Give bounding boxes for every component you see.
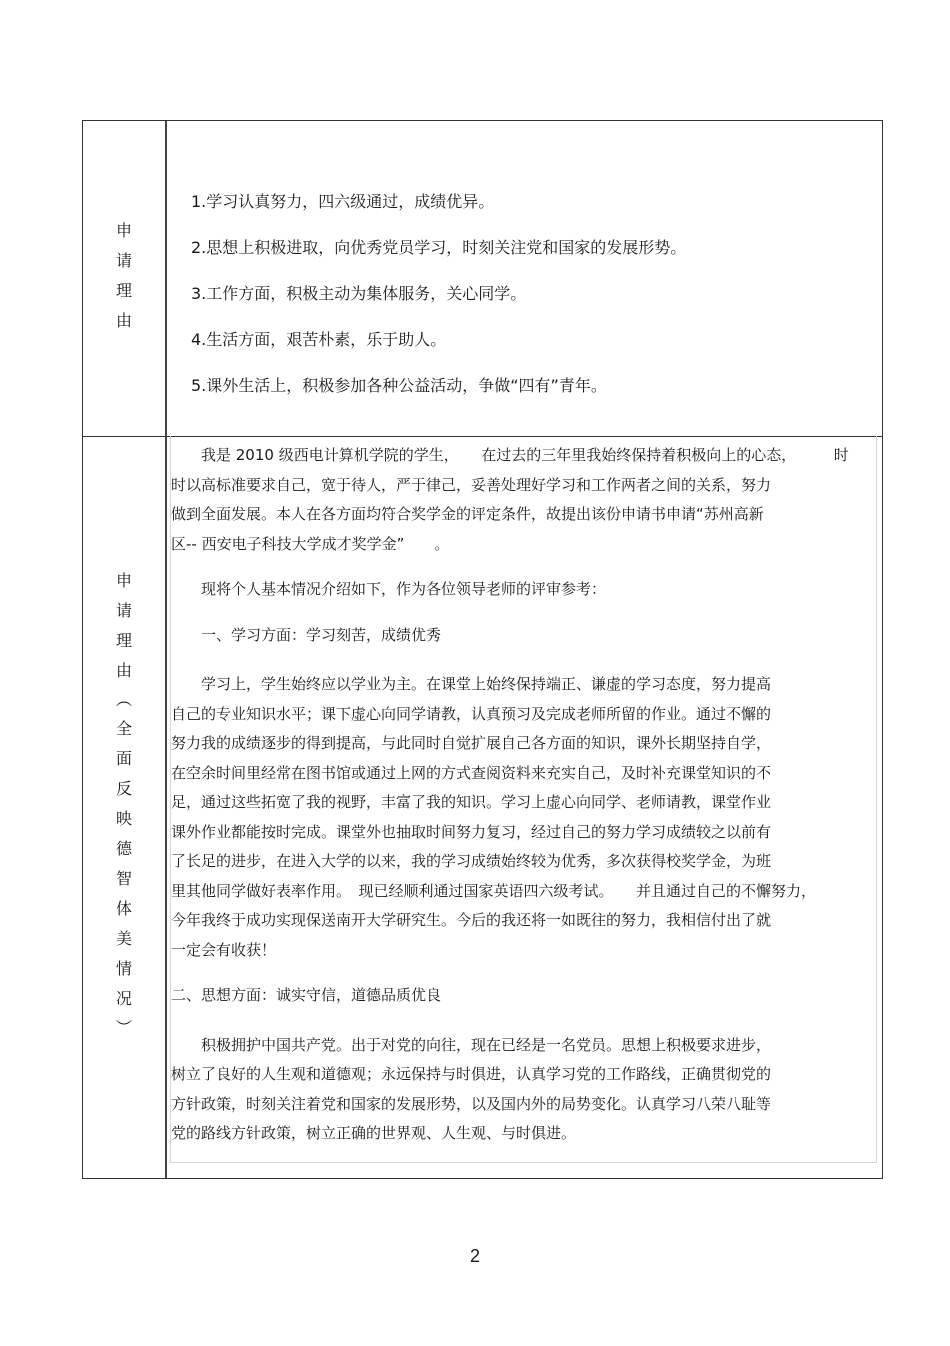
- essay-line: 自己的专业知识水平；课下虚心向同学请教，认真预习及完成老师所留的作业。通过不懈的: [171, 704, 772, 723]
- label-detail-char: 德: [115, 839, 132, 858]
- essay-line: 方针政策，时刻关注着党和国家的发展形势，以及国内外的局势变化。认真学习八荣八耻等: [171, 1094, 772, 1113]
- open-paren: ︵: [115, 690, 132, 709]
- essay-line: 了长足的进步，在进入大学的以来，我的学习成绩始终较为优秀，多次获得校奖学金，为班: [171, 852, 772, 870]
- essay-line: 做到全面发展。本人在各方面均符合奖学金的评定条件，故提出该份申请书申请“苏州高新: [171, 505, 764, 523]
- essay-line: 区-- 西安电子科技大学成才奖学金” 。: [171, 534, 450, 553]
- reason-item: 4.生活方面，艰苦朴素，乐于助人。: [191, 330, 447, 349]
- reason-item: 1.学习认真努力，四六级通过，成绩优异。: [191, 192, 495, 211]
- label-detail-char: 美: [115, 929, 132, 948]
- page-number: 2: [469, 1246, 480, 1266]
- label-detail-char: 全: [115, 719, 132, 738]
- essay-line: 努力我的成绩逐步的得到提高，与此同时自觉扩展自己各方面的知识，课外长期坚持自学，: [171, 734, 772, 752]
- essay-line: 党的路线方针政策，树立正确的世界观、人生观、与时俱进。: [171, 1124, 577, 1142]
- label-detail-char: 体: [115, 899, 132, 918]
- thought-heading: 二、思想方面：诚实守信，道德品质优良: [171, 986, 442, 1004]
- essay-line: 课外作业都能按时完成。课堂外也抽取时间努力复习，经过自己的努力学习成绩较之以前有: [171, 822, 772, 841]
- column-divider: [165, 121, 167, 1178]
- essay-line: 在空余时间里经常在图书馆或通过上网的方式查阅资料来充实自己，及时补充课堂知识的不: [171, 763, 772, 782]
- essay-line: 一定会有收获！: [171, 940, 277, 959]
- essay-line: 我是 2010 级西电计算机学院的学生， 在过去的三年里我始终保持着积极向上的心态， 时: [171, 446, 849, 464]
- essay-line: 学习上，学生始终应以学业为主。在课堂上始终保持端正、谦虚的学习态度，努力提高: [171, 675, 772, 693]
- reason-item: 2.思想上积极进取，向优秀党员学习，时刻关注党和国家的发展形势。: [191, 238, 687, 257]
- essay-line: 时以高标准要求自己，宽于待人，严于律己，妥善处理好学习和工作两者之间的关系，努力: [171, 475, 772, 494]
- label-detail-char: 智: [115, 869, 132, 888]
- label-char: 请: [115, 601, 132, 620]
- label-char: 由: [115, 661, 132, 680]
- reason-item: 5.课外生活上，积极参加各种公益活动，争做“四有”青年。: [191, 376, 607, 395]
- essay-line: 今年我终于成功实现保送南开大学研究生。今后的我还将一如既往的努力，我相信付出了就: [171, 911, 772, 929]
- section1-label: [83, 216, 165, 336]
- essay-line: 积极拥护中国共产党。出于对党的向往，现在已经是一名党员。思想上积极要求进步，: [171, 1035, 772, 1054]
- label-char: 由: [115, 311, 132, 330]
- application-form-table: [82, 120, 883, 1179]
- close-paren: ︶: [115, 1018, 132, 1037]
- label-detail-char: 反: [115, 779, 132, 798]
- essay-line: 里其他同学做好表率作用。 现已经顺利通过国家英语四六级考试。 并且通过自己的不懈努力，: [171, 881, 817, 900]
- reason-item: 3.工作方面，积极主动为集体服务，关心同学。: [191, 284, 527, 303]
- essay-body: [171, 441, 877, 1149]
- label-char: 理: [115, 281, 132, 300]
- essay-line: 足，通过这些拓宽了我的视野，丰富了我的知识。学习上虚心向同学、老师请教，课堂作业: [171, 793, 772, 811]
- reasons-list: [191, 179, 686, 409]
- label-detail-char: 况: [115, 989, 132, 1008]
- section2-label: [83, 566, 165, 1042]
- label-detail-char: 映: [115, 809, 132, 828]
- label-char: 申: [115, 221, 132, 240]
- label-char: 理: [115, 631, 132, 650]
- label-char: 请: [115, 251, 132, 270]
- essay-line: 树立了良好的人生观和道德观；永远保持与时俱进，认真学习党的工作路线，正确贯彻党的: [171, 1065, 772, 1083]
- label-char: 申: [115, 571, 132, 590]
- study-heading: 一、学习方面：学习刻苦，成绩优秀: [171, 625, 442, 644]
- label-detail-char: 情: [115, 959, 132, 978]
- overview-line: 现将个人基本情况介绍如下，作为各位领导老师的评审参考：: [171, 580, 607, 598]
- label-detail-char: 面: [115, 749, 132, 768]
